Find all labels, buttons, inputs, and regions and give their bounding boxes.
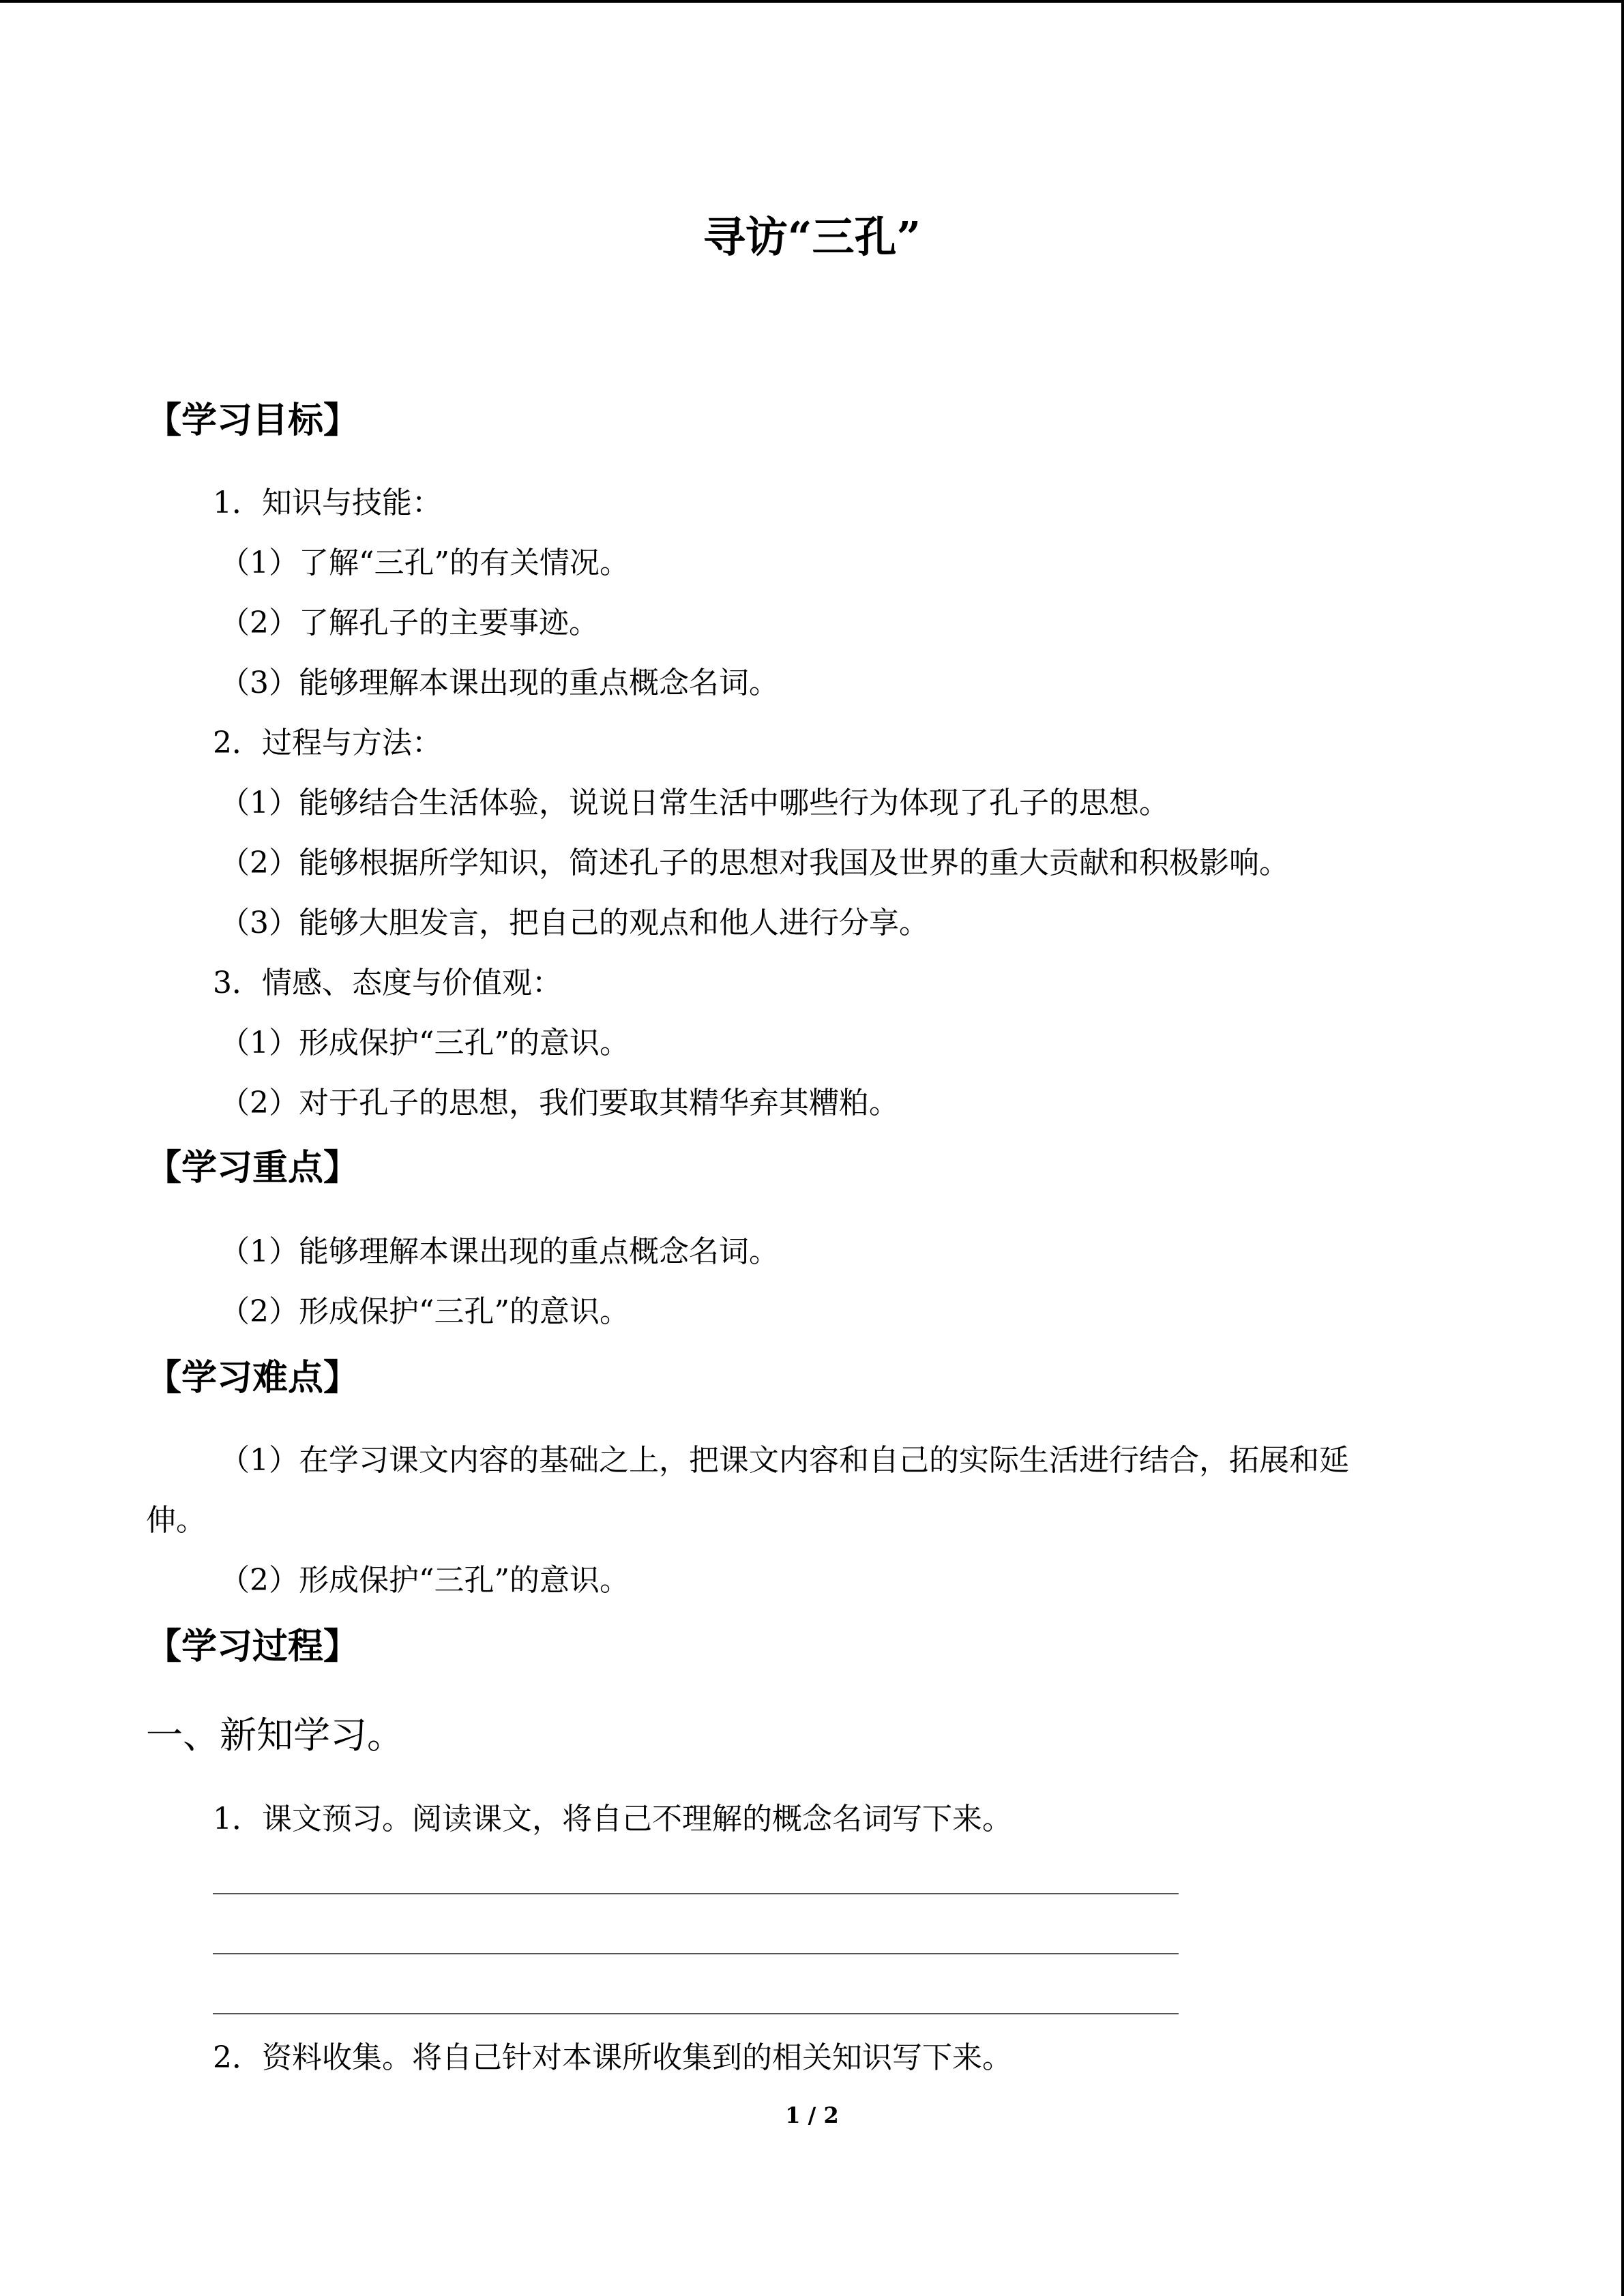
key-point-item-2: （2）形成保护“三孔”的意识。 [220, 1294, 630, 1329]
document-title: 寻访“三孔” [703, 212, 921, 262]
difficulty-item-1-line-2: 伸。 [146, 1503, 206, 1538]
knowledge-item-1: （1）了解“三孔”的有关情况。 [220, 546, 630, 580]
answer-line-2 [213, 1953, 1179, 1954]
answer-line-3 [213, 2013, 1179, 2014]
page-number: 1 / 2 [785, 2102, 839, 2128]
knowledge-item-2: （2）了解孔子的主要事迹。 [220, 606, 599, 640]
key-points-heading: 【学习重点】 [146, 1147, 359, 1189]
difficulty-item-1-line-1: （1）在学习课文内容的基础之上，把课文内容和自己的实际生活进行结合，拓展和延 [220, 1443, 1349, 1478]
section-new-knowledge: 一、新知学习。 [146, 1714, 404, 1757]
knowledge-item-3: （3）能够理解本课出现的重点概念名词。 [220, 666, 779, 700]
process-method-label: 2．过程与方法： [213, 726, 442, 760]
task-preview: 1．课文预习。阅读课文，将自己不理解的概念名词写下来。 [213, 1802, 1012, 1836]
emotion-item-1: （1）形成保护“三孔”的意识。 [220, 1026, 630, 1060]
key-point-item-1: （1）能够理解本课出现的重点概念名词。 [220, 1234, 779, 1269]
task-material-collection: 2．资料收集。将自己针对本课所收集到的相关知识写下来。 [213, 2040, 1012, 2075]
knowledge-label: 1．知识与技能： [213, 486, 442, 520]
emotion-label: 3．情感、态度与价值观： [213, 966, 562, 1000]
process-method-item-2: （2）能够根据所学知识，简述孔子的思想对我国及世界的重大贡献和积极影响。 [220, 846, 1289, 880]
emotion-item-2: （2）对于孔子的思想，我们要取其精华弃其糟粕。 [220, 1086, 899, 1120]
process-method-item-3: （3）能够大胆发言，把自己的观点和他人进行分享。 [220, 906, 929, 940]
difficulty-item-2: （2）形成保护“三孔”的意识。 [220, 1563, 630, 1598]
difficulties-heading: 【学习难点】 [146, 1357, 359, 1399]
process-method-item-1: （1）能够结合生活体验，说说日常生活中哪些行为体现了孔子的思想。 [220, 786, 1169, 820]
answer-line-1 [213, 1893, 1179, 1894]
objectives-heading: 【学习目标】 [146, 400, 359, 441]
process-heading: 【学习过程】 [146, 1626, 359, 1667]
